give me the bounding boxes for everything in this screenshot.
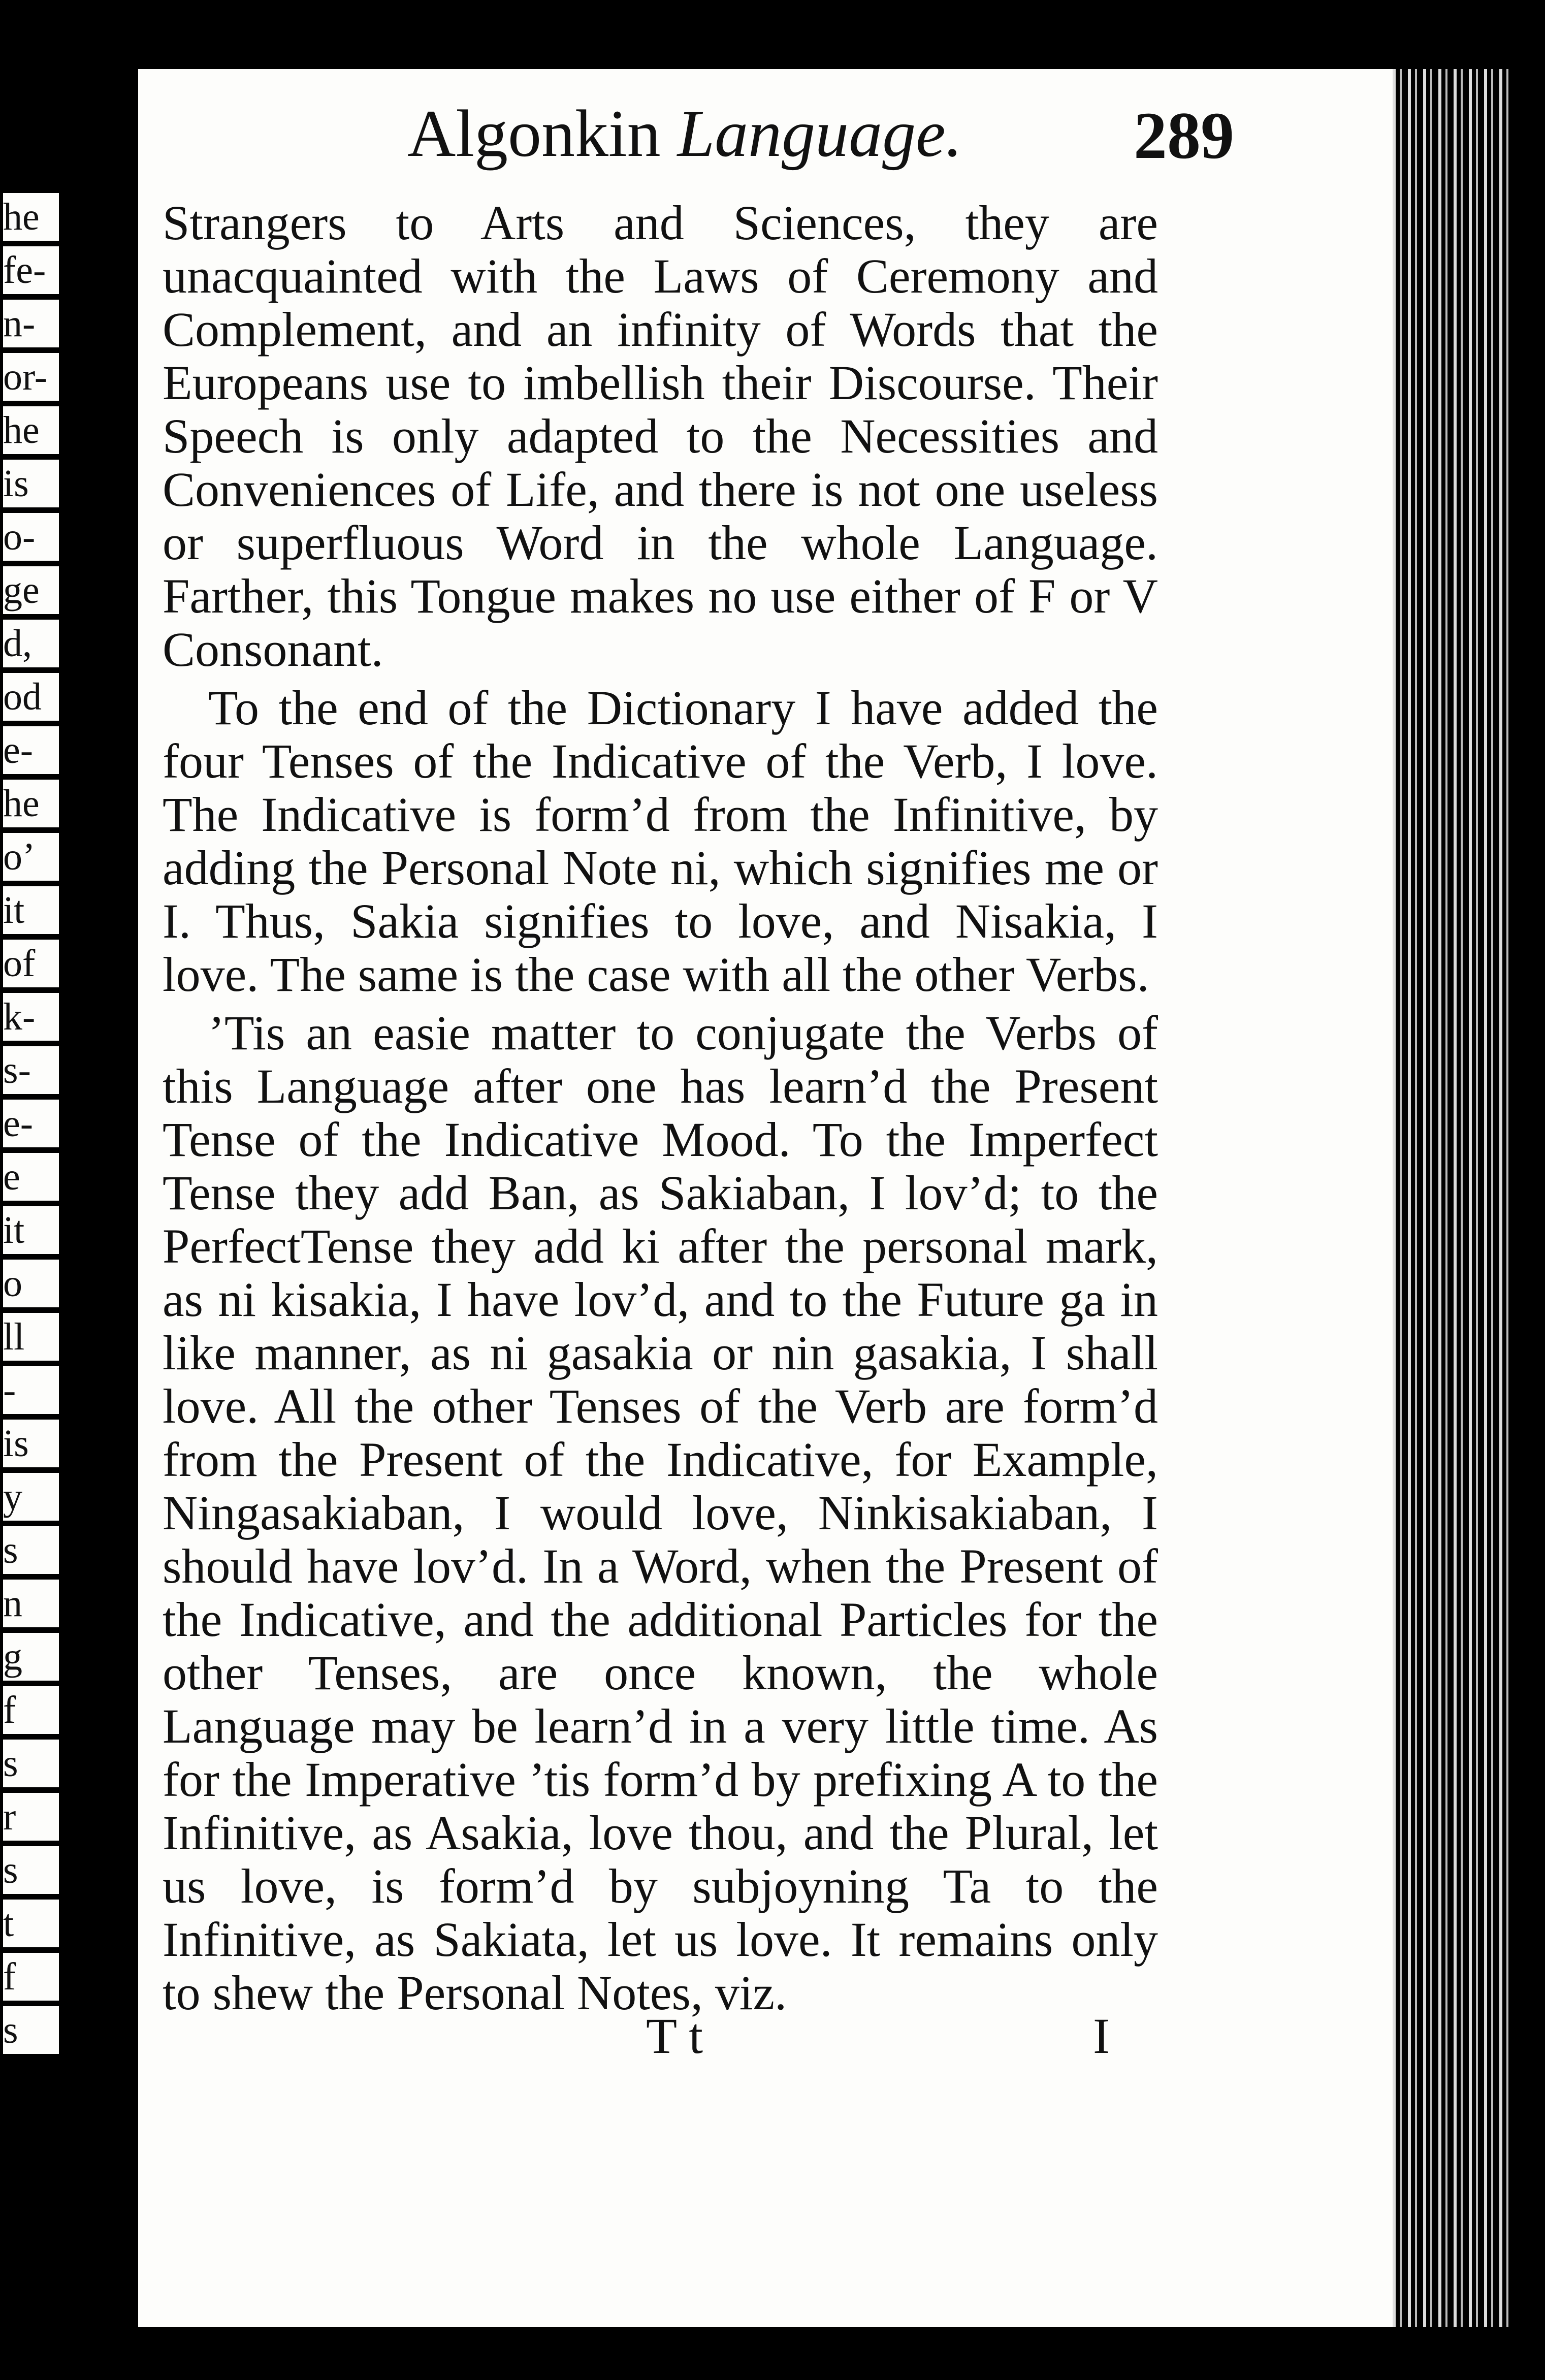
prev-page-fragment: f <box>3 1686 59 1734</box>
prev-page-fragment: ge <box>3 566 59 614</box>
running-title-main: Algonkin <box>407 96 661 171</box>
catchword: I <box>1093 2008 1110 2064</box>
prev-page-fragment: o <box>3 1260 59 1307</box>
prev-page-fragment: r <box>3 1793 59 1841</box>
prev-page-fragment: s <box>3 1740 59 1787</box>
prev-page-fragment: o- <box>3 513 59 561</box>
page-number: 289 <box>1134 98 1234 173</box>
prev-page-fragment: he <box>3 406 59 454</box>
prev-page-fragment: g <box>3 1633 59 1681</box>
book-page <box>138 69 1393 2327</box>
running-header <box>138 79 1393 196</box>
signature-mark: T t <box>646 2008 703 2064</box>
prev-page-fragment: e <box>3 1153 59 1201</box>
running-title <box>407 94 962 172</box>
prev-page-fragment: od <box>3 673 59 721</box>
prev-page-fragment: d, <box>3 620 59 667</box>
prev-page-fragment: f <box>3 1953 59 2001</box>
prev-page-fragment: is <box>3 460 59 507</box>
prev-page-fragment: e- <box>3 726 59 774</box>
prev-page-fragment: he <box>3 193 59 241</box>
prev-page-fragment: of <box>3 940 59 987</box>
prev-page-fragment: n- <box>3 300 59 347</box>
prev-page-fragment: it <box>3 1206 59 1254</box>
page-edge-stack <box>1393 69 1515 2327</box>
prev-page-fragment: or- <box>3 353 59 401</box>
prev-page-fragment: s <box>3 2006 59 2054</box>
prev-page-fragment: is <box>3 1420 59 1467</box>
prev-page-fragment: s <box>3 1526 59 1574</box>
body-text <box>163 196 1158 2024</box>
paragraph-2: To the end of the Dictionary I have added the four Tenses of the Indicative of the Verb, I love. The Indicative is form’d from the Infinitive, by adding the Personal Note ni, which signifies me or I. Thus, Sakia signifies to love, and Nisakia, I love. The same is the case with all the other Verbs. <box>163 681 1158 1002</box>
prev-page-fragment: n <box>3 1580 59 1627</box>
prev-page-fragment: y <box>3 1473 59 1521</box>
prev-page-fragment: he <box>3 780 59 827</box>
paragraph-3: ’Tis an easie matter to conjugate the Verbs of this Language after one has learn’d the Present Tense of the Indicative Mood. To the Imperfect Tense they add Ban, as Sakiaban, I lov’d; to the PerfectTense they add ki after the personal mark, as ni kisakia, I have lov’d, and to the Future ga in like manner, as ni gasakia or nin gasakia, I shall love. All the other Tenses of the Verb are form’d from the Present of the Indicative, for Example, Ningasakiaban, I would love, Ninkisakiaban, I should have lov’d. In a Word, when the Present of the Indicative, and the additional Particles for the other Tenses, are once known, the whole Language may be learn’d in a very little time. As for the Imperative ’tis form’d by prefixing A to the Infinitive, as Asakia, love thou, and the Plural, let us love, is form’d by subjoyning Ta to the Infinitive, as Sakiata, let us love. It remains only to shew the Personal Notes, viz. <box>163 1006 1158 2020</box>
prev-page-fragment: it <box>3 886 59 934</box>
prev-page-fragment: k- <box>3 993 59 1041</box>
prev-page-fragment: - <box>3 1366 59 1414</box>
prev-page-fragment: fe- <box>3 246 59 294</box>
page-footer <box>138 1997 1393 2078</box>
prev-page-fragment: t <box>3 1900 59 1947</box>
prev-page-fragment: ll <box>3 1313 59 1361</box>
running-title-italic: Language. <box>677 96 962 171</box>
prev-page-fragment: o’ <box>3 833 59 881</box>
prev-page-fragment: e- <box>3 1100 59 1147</box>
prev-page-fragment: s- <box>3 1046 59 1094</box>
paragraph-1: Strangers to Arts and Sciences, they are unacquainted with the Laws of Ceremony and Complement, and an infinity of Words that the Europeans use to imbellish their Discourse. Their Speech is only adapted to the Necessities and Conveniences of Life, and there is not one useless or superfluous Word in the whole Language. Farther, this Tongue makes no use either of F or V Consonant. <box>163 196 1158 677</box>
prev-page-fragment: s <box>3 1846 59 1894</box>
